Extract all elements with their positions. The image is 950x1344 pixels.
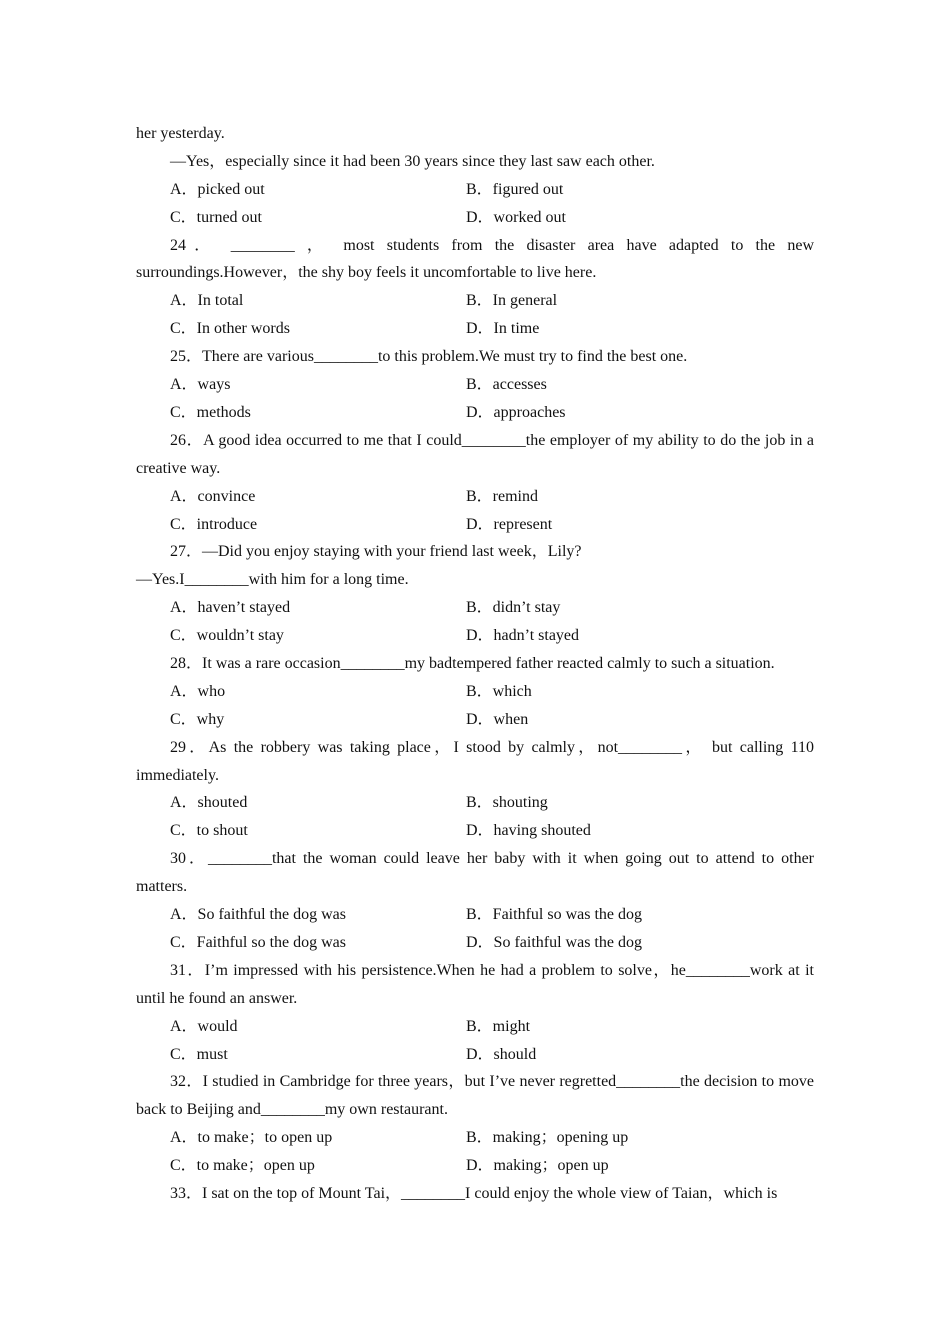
option-b: B．accesses bbox=[466, 376, 547, 394]
option-a: A．shouted bbox=[170, 794, 248, 812]
option-c: C．why bbox=[170, 710, 225, 728]
question-stem: 32．I studied in Cambridge for three years，but I’ve never regretted________the decision to move back to Beijing and________my own restaurant. bbox=[136, 1073, 814, 1119]
option-c: C．must bbox=[170, 1045, 228, 1063]
options-q29 bbox=[136, 789, 814, 845]
option-b: B．shouting bbox=[466, 794, 548, 812]
question-stem: 28．It was a rare occasion________my badtempered father reacted calmly to such a situation. bbox=[170, 655, 775, 672]
option-b: B．which bbox=[466, 682, 532, 700]
dialogue-line: —Yes.I________with him for a long time. bbox=[136, 571, 409, 589]
dialogue-line: —Yes，especially since it had been 30 years since they last saw each other. bbox=[170, 152, 655, 170]
option-d: D．when bbox=[466, 710, 529, 728]
option-c: C．to shout bbox=[170, 822, 248, 840]
options-q26 bbox=[136, 483, 814, 539]
question-stem: 26．A good idea occurred to me that I could________the employer of my ability to do the job in a creative way. bbox=[136, 431, 814, 477]
options-q32 bbox=[136, 1124, 814, 1180]
option-d: D．approaches bbox=[466, 403, 566, 421]
option-c: C．to make；open up bbox=[170, 1157, 315, 1175]
option-d: D．In time bbox=[466, 320, 540, 338]
continued-text: her yesterday. bbox=[136, 125, 225, 142]
option-c: C．In other words bbox=[170, 320, 290, 338]
options-q25 bbox=[136, 371, 814, 427]
option-b: B．remind bbox=[466, 487, 538, 505]
option-d: D．represent bbox=[466, 515, 553, 533]
option-d: D．having shouted bbox=[466, 822, 591, 840]
option-d: D．hadn’t stayed bbox=[466, 627, 580, 645]
option-d: D．should bbox=[466, 1045, 537, 1063]
option-c: C．wouldn’t stay bbox=[170, 627, 284, 645]
option-a: A．In total bbox=[170, 292, 244, 310]
question-stem: 33．I sat on the top of Mount Tai，________I could enjoy the whole view of Taian，which is bbox=[170, 1185, 778, 1203]
option-b: B．didn’t stay bbox=[466, 599, 561, 617]
option-a: A．picked out bbox=[170, 180, 265, 198]
option-c: C．Faithful so the dog was bbox=[170, 933, 346, 951]
option-a: A．to make；to open up bbox=[170, 1129, 333, 1147]
question-stem: 31．I’m impressed with his persistence.When he had a problem to solve，he________work at it until he found an answer. bbox=[136, 961, 814, 1007]
options-q30 bbox=[136, 901, 814, 957]
option-b: B．Faithful so was the dog bbox=[466, 906, 642, 924]
question-stem: 27．—Did you enjoy staying with your friend last week，Lily? bbox=[170, 543, 582, 561]
option-a: A．haven’t stayed bbox=[170, 599, 291, 617]
option-b: B．making；opening up bbox=[466, 1129, 629, 1147]
option-d: D．So faithful was the dog bbox=[466, 933, 642, 951]
question-stem: 29．As the robbery was taking place，I stood by calmly，not________， but calling 110 immediately. bbox=[136, 738, 814, 784]
option-a: A．convince bbox=[170, 487, 256, 505]
option-d: D．making；open up bbox=[466, 1157, 609, 1175]
option-a: A．would bbox=[170, 1017, 238, 1035]
question-stem: 30．________that the woman could leave her baby with it when going out to attend to other matters. bbox=[136, 850, 814, 896]
options-q31 bbox=[136, 1013, 814, 1069]
option-b: B．In general bbox=[466, 292, 558, 310]
option-b: B．might bbox=[466, 1017, 531, 1035]
option-d: D．worked out bbox=[466, 208, 566, 226]
options-q23 bbox=[136, 176, 814, 232]
options-q28 bbox=[136, 678, 814, 734]
option-c: C．introduce bbox=[170, 515, 258, 533]
option-a: A．So faithful the dog was bbox=[170, 906, 346, 924]
option-c: C．turned out bbox=[170, 208, 262, 226]
options-q27 bbox=[136, 594, 814, 650]
question-stem: 25．There are various________to this problem.We must try to find the best one. bbox=[170, 348, 688, 366]
option-c: C．methods bbox=[170, 403, 251, 421]
option-a: A．ways bbox=[170, 376, 231, 394]
question-list bbox=[136, 120, 814, 1208]
option-b: B．figured out bbox=[466, 180, 564, 198]
options-q24 bbox=[136, 287, 814, 343]
question-stem: 24． ________ ， most students from the disaster area have adapted to the new surroundings.However，the shy boy feels it uncomfortable to live here. bbox=[136, 236, 814, 282]
option-a: A．who bbox=[170, 682, 226, 700]
